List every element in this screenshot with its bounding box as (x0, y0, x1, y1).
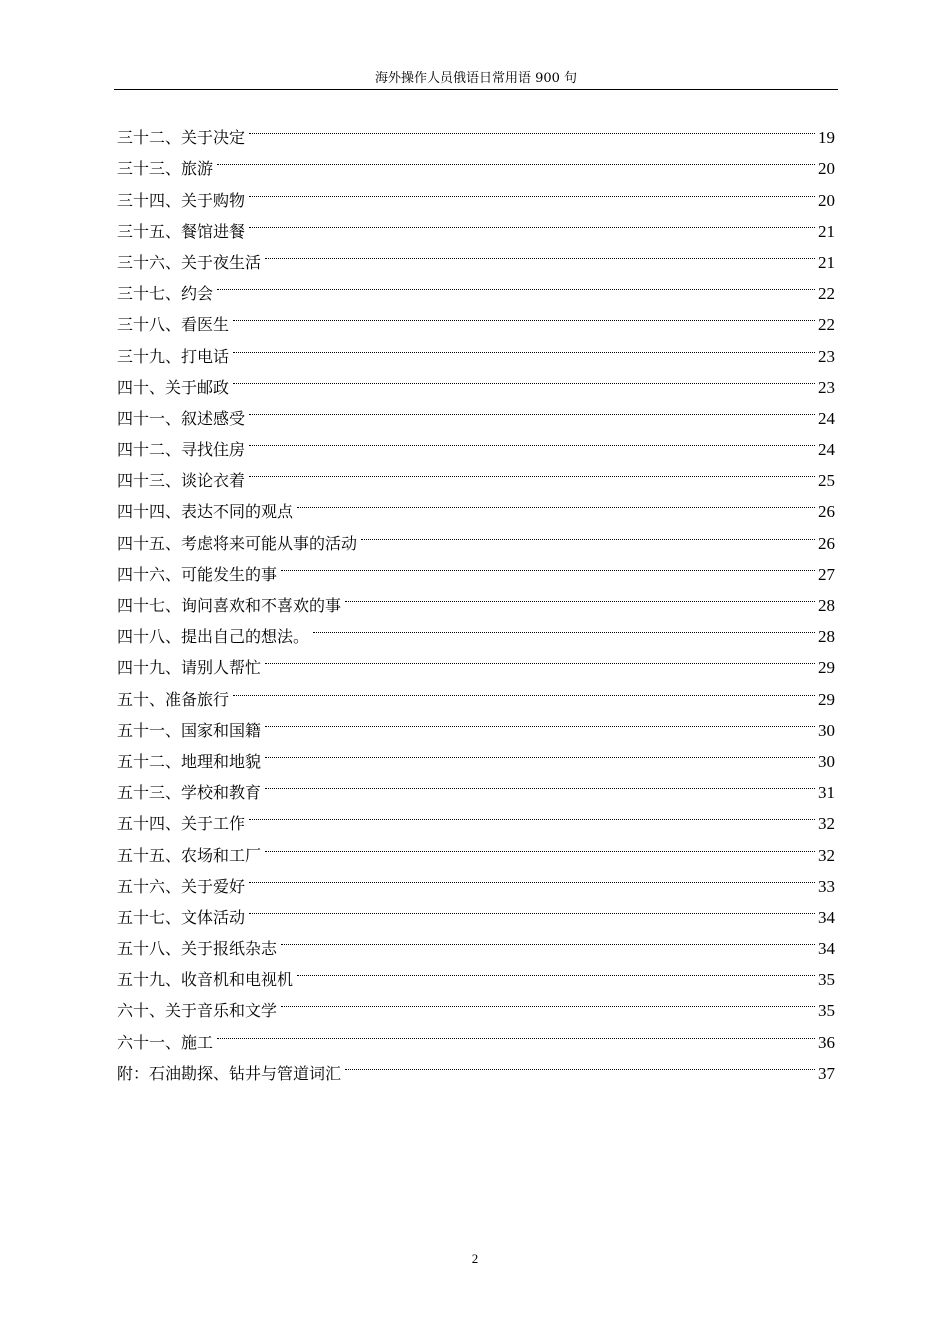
toc-entry-title: 三十三、旅游 (117, 159, 214, 179)
toc-dot-leader (361, 517, 815, 548)
toc-entry[interactable] (117, 1048, 835, 1083)
table-of-contents (117, 112, 835, 1083)
toc-entry-page: 26 (818, 533, 835, 553)
toc-dot-leader (297, 486, 815, 517)
toc-dot-leader (249, 798, 815, 829)
toc-dot-leader (265, 829, 815, 860)
toc-entry-title: 五十九、收音机和电视机 (117, 970, 294, 990)
toc-entry[interactable] (117, 143, 835, 179)
toc-entry-title: 五十三、学校和教育 (117, 783, 262, 803)
toc-dot-leader (233, 362, 815, 393)
toc-entry-page: 23 (818, 377, 835, 397)
toc-entry-page: 34 (818, 907, 835, 927)
toc-entry-page: 22 (818, 315, 835, 335)
toc-entry-page: 28 (818, 627, 835, 647)
toc-dot-leader (249, 112, 815, 143)
toc-entry-title: 五十、准备旅行 (117, 689, 230, 709)
toc-entry-title: 四十五、考虑将来可能从事的活动 (117, 533, 358, 553)
toc-entry-title: 四十三、谈论衣着 (117, 471, 246, 491)
toc-entry-page: 26 (818, 502, 835, 522)
toc-entry-page: 25 (818, 471, 835, 491)
toc-entry-title: 五十七、文体活动 (117, 907, 246, 927)
toc-entry-title: 五十四、关于工作 (117, 814, 246, 834)
toc-entry-title: 五十八、关于报纸杂志 (117, 939, 278, 959)
toc-entry-page: 24 (818, 408, 835, 428)
toc-entry-title: 五十六、关于爱好 (117, 876, 246, 896)
toc-entry-title: 四十四、表达不同的观点 (117, 502, 294, 522)
toc-entry-page: 27 (818, 564, 835, 584)
toc-entry-title: 三十七、约会 (117, 284, 214, 304)
toc-dot-leader (265, 642, 815, 673)
toc-entry-page: 22 (818, 284, 835, 304)
toc-entry[interactable] (117, 268, 835, 304)
toc-entry-title: 四十一、叙述感受 (117, 408, 246, 428)
toc-entry-page: 33 (818, 876, 835, 896)
toc-entry-title: 三十八、看医生 (117, 315, 230, 335)
toc-entry-title: 四十九、请别人帮忙 (117, 658, 262, 678)
toc-entry-page: 31 (818, 783, 835, 803)
toc-dot-leader (281, 923, 815, 954)
toc-entry-title: 三十五、餐馆进餐 (117, 221, 246, 241)
toc-dot-leader (281, 985, 815, 1016)
toc-dot-leader (297, 954, 815, 985)
toc-entry-page: 29 (818, 658, 835, 678)
toc-dot-leader (281, 549, 815, 580)
toc-entry-page: 29 (818, 689, 835, 709)
toc-entry-title: 六十、关于音乐和文学 (117, 1001, 278, 1021)
toc-entry-page: 32 (818, 814, 835, 834)
toc-entry-title: 四十、关于邮政 (117, 377, 230, 397)
toc-dot-leader (217, 268, 815, 299)
toc-entry-page: 35 (818, 970, 835, 990)
toc-entry-title: 四十七、询问喜欢和不喜欢的事 (117, 596, 342, 615)
toc-dot-leader (249, 424, 815, 455)
toc-dot-leader (249, 861, 815, 892)
page-header (114, 70, 838, 90)
toc-entry-title: 四十六、可能发生的事 (117, 564, 278, 584)
toc-dot-leader (265, 767, 815, 798)
toc-dot-leader (249, 892, 815, 923)
toc-dot-leader (249, 174, 815, 205)
toc-entry-title: 三十四、关于购物 (117, 190, 246, 210)
toc-entry-page: 20 (818, 159, 835, 179)
toc-entry[interactable] (117, 112, 835, 148)
toc-entry-title: 三十六、关于夜生活 (117, 252, 262, 272)
toc-entry[interactable] (117, 299, 835, 335)
toc-entry-page: 34 (818, 939, 835, 959)
toc-dot-leader (265, 705, 815, 736)
toc-dot-leader (345, 1048, 815, 1079)
toc-entry-page: 36 (818, 1032, 835, 1052)
toc-dot-leader (217, 143, 815, 174)
toc-dot-leader (233, 673, 815, 704)
toc-entry-page: 28 (818, 596, 835, 615)
toc-entry-title: 三十二、关于决定 (117, 128, 246, 148)
header-title: 海外操作人员俄语日常用语 900 句 (374, 71, 578, 86)
toc-dot-leader (265, 736, 815, 767)
toc-entry-page: 23 (818, 346, 835, 366)
toc-entry-title: 四十八、提出自己的想法。 (117, 627, 310, 647)
toc-dot-leader (313, 611, 815, 642)
toc-entry-page: 37 (818, 1063, 835, 1083)
toc-entry-page: 20 (818, 190, 835, 210)
toc-entry-page: 24 (818, 440, 835, 460)
toc-entry-page: 35 (818, 1001, 835, 1021)
toc-dot-leader (217, 1016, 815, 1047)
toc-entry-title: 附：石油勘探、钻井与管道词汇 (117, 1063, 342, 1083)
toc-entry-page: 21 (818, 221, 835, 241)
toc-dot-leader (265, 237, 815, 268)
toc-dot-leader (233, 299, 815, 330)
toc-entry-title: 五十五、农场和工厂 (117, 845, 262, 865)
toc-entry-page: 19 (818, 128, 835, 148)
toc-dot-leader (233, 330, 815, 361)
toc-dot-leader (249, 393, 815, 424)
toc-dot-leader (345, 580, 815, 611)
toc-entry-page: 30 (818, 720, 835, 740)
page-number: 2 (471, 1251, 479, 1266)
toc-entry[interactable] (117, 1016, 835, 1052)
toc-entry-title: 六十一、施工 (117, 1032, 214, 1052)
toc-entry[interactable] (117, 174, 835, 210)
toc-entry-title: 五十一、国家和国籍 (117, 720, 262, 740)
toc-dot-leader (249, 455, 815, 486)
toc-entry-title: 四十二、寻找住房 (117, 440, 246, 460)
toc-dot-leader (249, 206, 815, 237)
toc-entry-page: 21 (818, 252, 835, 272)
toc-entry-title: 五十二、地理和地貌 (117, 751, 262, 771)
toc-entry-page: 30 (818, 751, 835, 771)
toc-entry-title: 三十九、打电话 (117, 346, 230, 366)
toc-entry-page: 32 (818, 845, 835, 865)
